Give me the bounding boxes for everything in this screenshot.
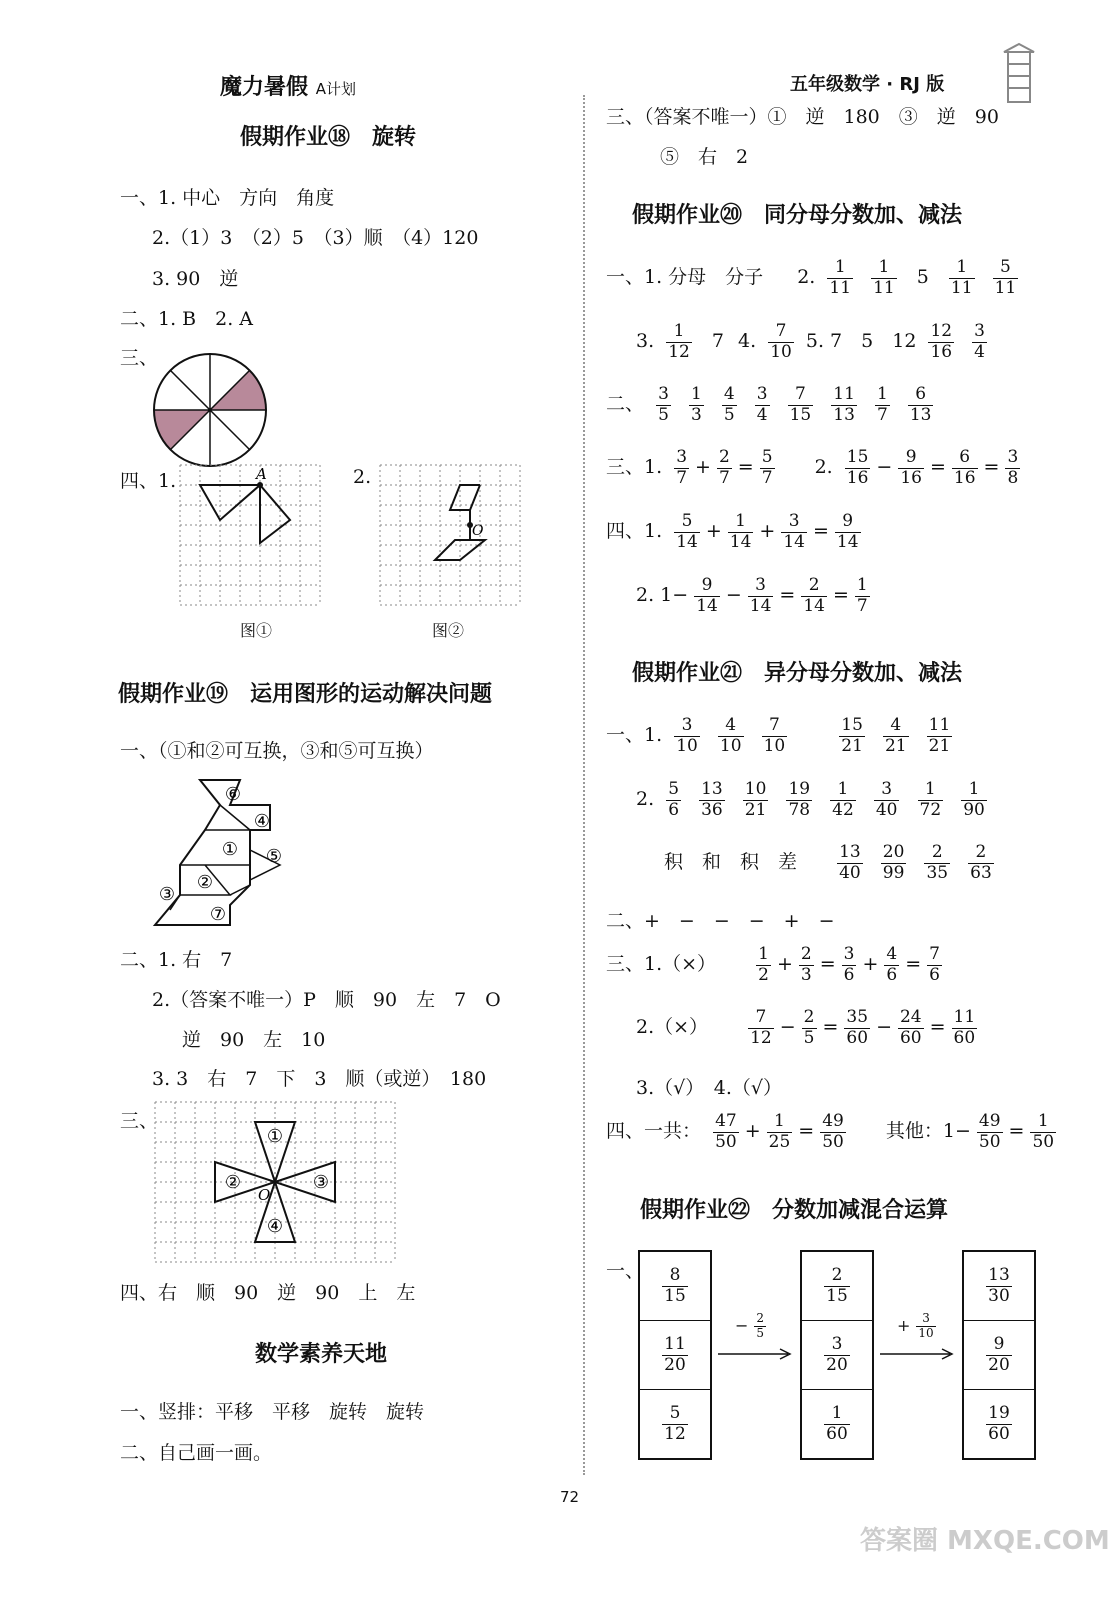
pinwheel-3: ③	[312, 1172, 330, 1193]
s21-q1-row: 一、1. $\frac{3}{10}$ $\frac{4}{10}$ $\frac{7}{10}$ $\frac{15}{21}$ $\frac{4}{21}$ $\frac{11}{21}$	[606, 715, 951, 756]
tangram-2: ②	[196, 872, 214, 893]
tangram-5: ⑤	[265, 846, 283, 867]
s19-q3-right-2: ⑤ 右 2	[660, 146, 749, 168]
flow-box-1: $\frac{8}{15}$ $\frac{11}{20}$ $\frac{5}{12}$	[638, 1250, 712, 1460]
section-20-title: 假期作业⑳ 同分母分数加、减法	[632, 203, 963, 228]
s21-q3-2-row: 2.（×） $\frac{7}{12}$ − $\frac{2}{5}$ = $\frac{35}{60}$ − $\frac{24}{60}$ = $\frac{11}{60}$	[636, 1007, 976, 1048]
fig-2-caption: 图②	[432, 621, 465, 640]
column-divider	[583, 95, 585, 1475]
fraction: $\frac{3}{5}$	[658, 384, 669, 425]
pinwheel-2: ②	[224, 1172, 242, 1193]
fig-1-caption: 图①	[240, 621, 273, 640]
s21-q4-row: 四、一共： $\frac{47}{50}$ + $\frac{1}{25}$ = $\frac{49}{50}$ 其他：1− $\frac{49}{50}$ = $\frac{1}{50}$	[606, 1111, 1055, 1152]
s19-q3: 三、	[120, 1110, 159, 1132]
s19-q2-3: 3. 3 右 7 下 3 顺（或逆） 180	[152, 1068, 487, 1090]
s21-q1-2-row: 2. $\frac{5}{6}$ $\frac{13}{36}$ $\frac{10}{21}$ $\frac{19}{78}$ $\frac{1}{42}$ $\frac{3}{40}$ $\frac{1}{72}$ $\frac{1}{90}$	[636, 779, 985, 820]
s18-q3: 三、	[120, 347, 159, 369]
label-o-2: O	[258, 1186, 271, 1204]
pinwheel-4: ④	[266, 1216, 284, 1237]
flow-box-3: $\frac{13}{30}$ $\frac{9}{20}$ $\frac{19}{60}$	[962, 1250, 1036, 1460]
rotation-circle-figure	[150, 350, 270, 470]
tangram-3: ③	[158, 884, 176, 905]
s20-q1-row1	[606, 258, 1024, 298]
label-o-1: O	[472, 523, 484, 539]
rotation-grid-figure-1	[180, 465, 320, 610]
tangram-6: ⑥	[224, 784, 242, 805]
literacy-q1: 一、竖排：平移 平移 旋转 旋转	[120, 1401, 425, 1423]
s20-q1-row2: 3. $\frac{1}{12}$ 7 4. $\frac{7}{10}$ 5. 7 5 12 $\frac{12}{16}$ $\frac{3}{4}$	[636, 321, 985, 362]
s19-q2-1: 二、1. 右 7	[120, 949, 233, 971]
s21-q3-1-row: 三、1.（×） $\frac{1}{2}$ + $\frac{2}{3}$ = $\frac{3}{6}$ + $\frac{4}{6}$ = $\frac{7}{6}$	[606, 944, 940, 985]
section-22-title: 假期作业㉒ 分数加减混合运算	[640, 1198, 949, 1223]
lighthouse-icon	[990, 42, 1050, 112]
s19-q4: 四、右 顺 90 逆 90 上 左	[120, 1282, 416, 1304]
fraction: $\frac{5}{11}$	[994, 257, 1017, 298]
flow-box-2: $\frac{2}{15}$ $\frac{3}{20}$ $\frac{1}{60}$	[800, 1250, 874, 1460]
fraction: $\frac{6}{13}$	[909, 384, 932, 425]
s21-q3-3: 3.（√） 4.（√）	[636, 1077, 782, 1099]
s20-q4-row2: 2. 1− $\frac{9}{14}$ − $\frac{3}{14}$ = $\frac{2}{14}$ = $\frac{1}{7}$	[636, 575, 868, 616]
literacy-q2: 二、自己画一画。	[120, 1442, 273, 1464]
s20-q1-2: 2.	[797, 266, 816, 289]
s20-q3-row: 三、1. $\frac{3}{7}$ + $\frac{2}{7}$ = $\frac{5}{7}$ 2. $\frac{15}{16}$ − $\frac{9}{16}$ = $\frac{6}{16}$ = $\frac{3}{8}$	[606, 447, 1019, 488]
tangram-7: ⑦	[209, 904, 227, 925]
section-19-title: 假期作业⑲ 运用图形的运动解决问题	[118, 682, 493, 707]
brand-plan: A计划	[315, 80, 356, 98]
fraction: $\frac{1}{11}$	[829, 257, 852, 298]
brand-logo	[220, 70, 356, 101]
s20-q2-row: 二、 $\frac{3}{5}$ $\frac{1}{3}$ $\frac{4}{5}$ $\frac{3}{4}$ $\frac{7}{15}$ $\frac{11}{13}$ $\frac{1}{7}$ $\frac{6}{13}$	[606, 384, 932, 425]
s18-q1-3: 3. 90 逆	[152, 268, 239, 290]
fraction: $\frac{7}{15}$	[789, 384, 812, 425]
s20-q4-row1: 四、1. $\frac{5}{14}$ + $\frac{1}{14}$ + $\frac{3}{14}$ = $\frac{9}{14}$	[606, 511, 859, 552]
s20-q1-1: 一、1. 分母 分子	[606, 266, 764, 289]
tangram-figure	[150, 770, 290, 930]
fraction: $\frac{1}{11}$	[873, 257, 895, 298]
arrow-icon	[718, 1348, 792, 1360]
s19-q2-2: 2.（答案不唯一）P 顺 90 左 7 O	[152, 989, 501, 1011]
tangram-1: ①	[221, 839, 239, 860]
fraction: $\frac{11}{13}$	[833, 384, 855, 425]
s19-q2-2b: 逆 90 左 10	[182, 1029, 326, 1051]
fraction: $\frac{7}{10}$	[770, 321, 792, 362]
fraction: $\frac{1}{7}$	[876, 384, 888, 425]
fraction: $\frac{1}{11}$	[950, 257, 973, 298]
literacy-title: 数学素养天地	[255, 1342, 388, 1367]
fraction: $\frac{3}{4}$	[974, 321, 985, 362]
s18-q1-2: 2.（1）3 （2）5 （3）顺 （4）120	[152, 227, 479, 249]
pinwheel-grid-figure	[155, 1102, 395, 1262]
rotation-grid-figure-2	[380, 465, 520, 610]
s22-q1: 一、	[606, 1260, 645, 1282]
s18-q4-2: 2.	[353, 466, 372, 488]
label-a: A	[256, 465, 267, 483]
tangram-4: ④	[253, 811, 271, 832]
section-18-title: 假期作业⑱ 旋转	[240, 125, 417, 150]
watermark: 答案圈 MXQE.COM	[860, 1526, 1110, 1556]
fraction: $\frac{1}{3}$	[690, 384, 702, 425]
s18-q4: 四、1.	[120, 470, 177, 492]
s21-q2: 二、+ − − − + −	[606, 910, 835, 932]
section-21-title: 假期作业㉑ 异分母分数加、减法	[632, 661, 963, 686]
fraction: $\frac{4}{5}$	[723, 384, 735, 425]
fraction: $\frac{12}{16}$	[930, 321, 953, 362]
s20-q1-2-value: 5	[916, 266, 929, 289]
fraction: $\frac{3}{4}$	[756, 384, 768, 425]
grade-label: 五年级数学 · RJ 版	[790, 74, 945, 95]
s18-q2: 二、1. B 2. A	[120, 308, 254, 330]
s19-q1: 一、（①和②可互换，③和⑤可互换）	[120, 740, 434, 762]
brand-name: 魔力暑假	[220, 75, 309, 100]
s18-q1-1: 一、1. 中心 方向 角度	[120, 187, 335, 209]
page-number: 72	[560, 1488, 580, 1506]
arrow-icon	[880, 1348, 954, 1360]
flow-op-2: + $\frac{3}{10}$	[897, 1311, 934, 1340]
s21-words-row: 积 和 积 差 $\frac{13}{40}$ $\frac{20}{99}$ $\frac{2}{35}$ $\frac{2}{63}$	[664, 842, 992, 883]
s19-q3-right-1: 三、（答案不唯一）① 逆 180 ③ 逆 90	[606, 106, 999, 128]
fraction: $\frac{1}{12}$	[668, 321, 690, 362]
flow-op-1: − $\frac{2}{5}$	[735, 1311, 765, 1340]
pinwheel-1: ①	[266, 1126, 284, 1147]
